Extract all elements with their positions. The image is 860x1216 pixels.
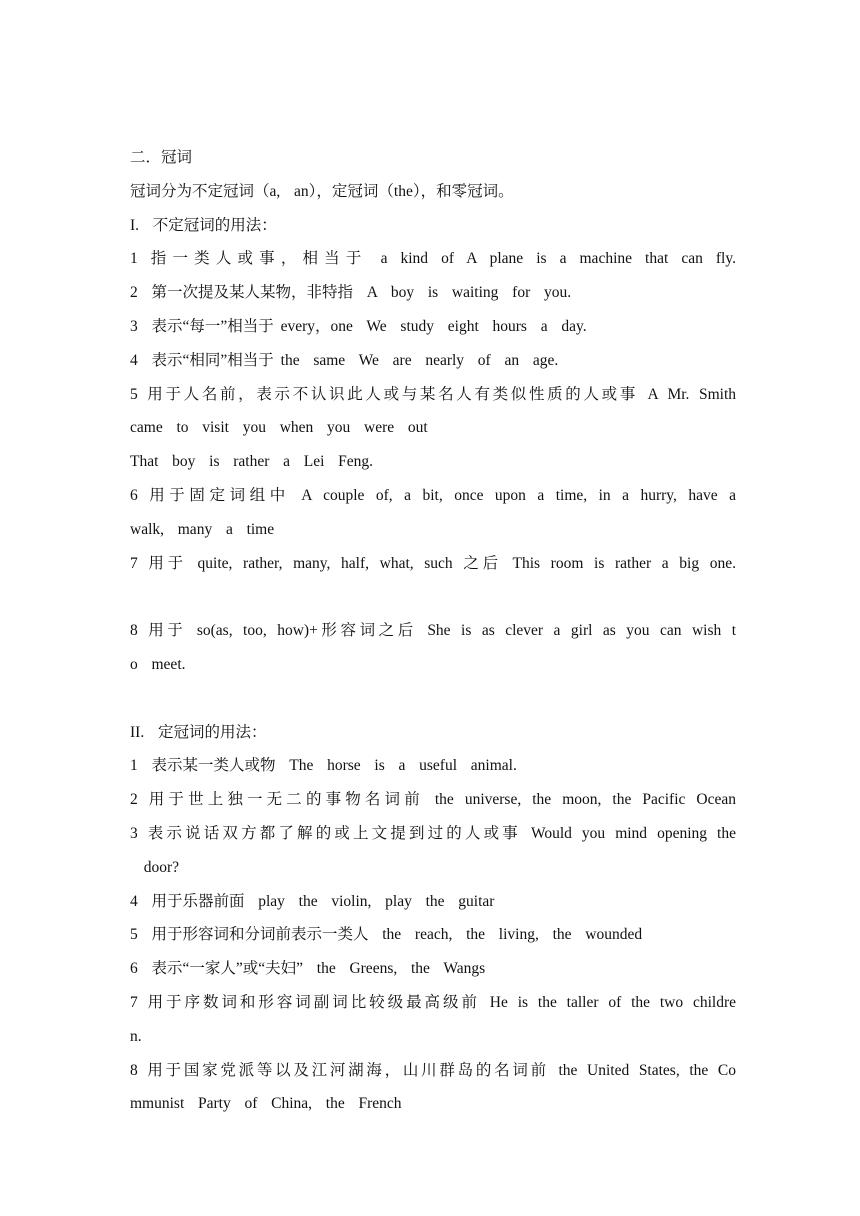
indefinite-item-1: 1 指一类人或事，相当于 a kind of A plane is a machine that can fly. — [130, 250, 736, 268]
document-page — [130, 141, 736, 1121]
indefinite-item-8-cont: o meet. — [130, 655, 186, 673]
definite-item-7-cont: n. — [130, 1027, 142, 1045]
blank-line — [130, 580, 736, 614]
indefinite-item-3: 3 表示“每一”相当于 every，one We study eight hours a day. — [130, 317, 587, 335]
definite-item-5: 5 用于形容词和分词前表示一类人 the reach, the living, the wounded — [130, 926, 643, 944]
definite-item-8-cont: mmunist Party of China, the French — [130, 1095, 402, 1113]
indefinite-item-5: 5 用于人名前，表示不认识此人或与某名人有类似性质的人或事 A Mr. Smith — [130, 385, 736, 403]
indefinite-item-7: 7 用于 quite, rather, many, half, what, such 之后 This room is rather a big one. — [130, 554, 736, 572]
definite-heading: II. 定冠词的用法： — [130, 723, 267, 741]
definite-item-3: 3 表示说话双方都了解的或上文提到过的人或事 Would you mind opening the — [130, 824, 736, 842]
intro-text: 冠词分为不定冠词（a, an），定冠词（the），和零冠词。 — [130, 182, 514, 200]
definite-item-8: 8 用于国家党派等以及江河湖海，山川群岛的名词前 the United States, the Co — [130, 1061, 736, 1079]
definite-item-1: 1 表示某一类人或物 The horse is a useful animal. — [130, 757, 517, 775]
indefinite-item-2: 2 第一次提及某人某物，非特指 A boy is waiting for you. — [130, 284, 572, 302]
definite-item-7: 7 用于序数词和形容词副词比较级最高级前 He is the taller of the two childre — [130, 993, 736, 1011]
definite-item-6: 6 表示“一家人”或“夫妇” the Greens, the Wangs — [130, 960, 486, 978]
definite-item-4: 4 用于乐器前面 play the violin, play the guitar — [130, 892, 495, 910]
indefinite-item-8: 8 用于 so(as, too, how)+形容词之后 She is as clever a girl as you can wish t — [130, 622, 736, 640]
indefinite-item-5-example: That boy is rather a Lei Feng. — [130, 453, 374, 471]
indefinite-item-4: 4 表示“相同”相当于 the same We are nearly of an age. — [130, 351, 559, 369]
definite-item-2: 2 用于世上独一无二的事物名词前 the universe, the moon, the Pacific Ocean — [130, 791, 736, 809]
indefinite-heading: I. 不定冠词的用法： — [130, 216, 277, 234]
section-heading: 二．冠词 — [130, 149, 193, 166]
definite-item-3-cont: door? — [130, 858, 180, 876]
indefinite-item-6-cont: walk, many a time — [130, 520, 275, 538]
indefinite-item-5-cont: came to visit you when you were out — [130, 419, 428, 437]
indefinite-item-6: 6 用于固定词组中 A couple of, a bit, once upon a time, in a hurry, have a — [130, 486, 736, 504]
blank-line — [130, 682, 736, 716]
